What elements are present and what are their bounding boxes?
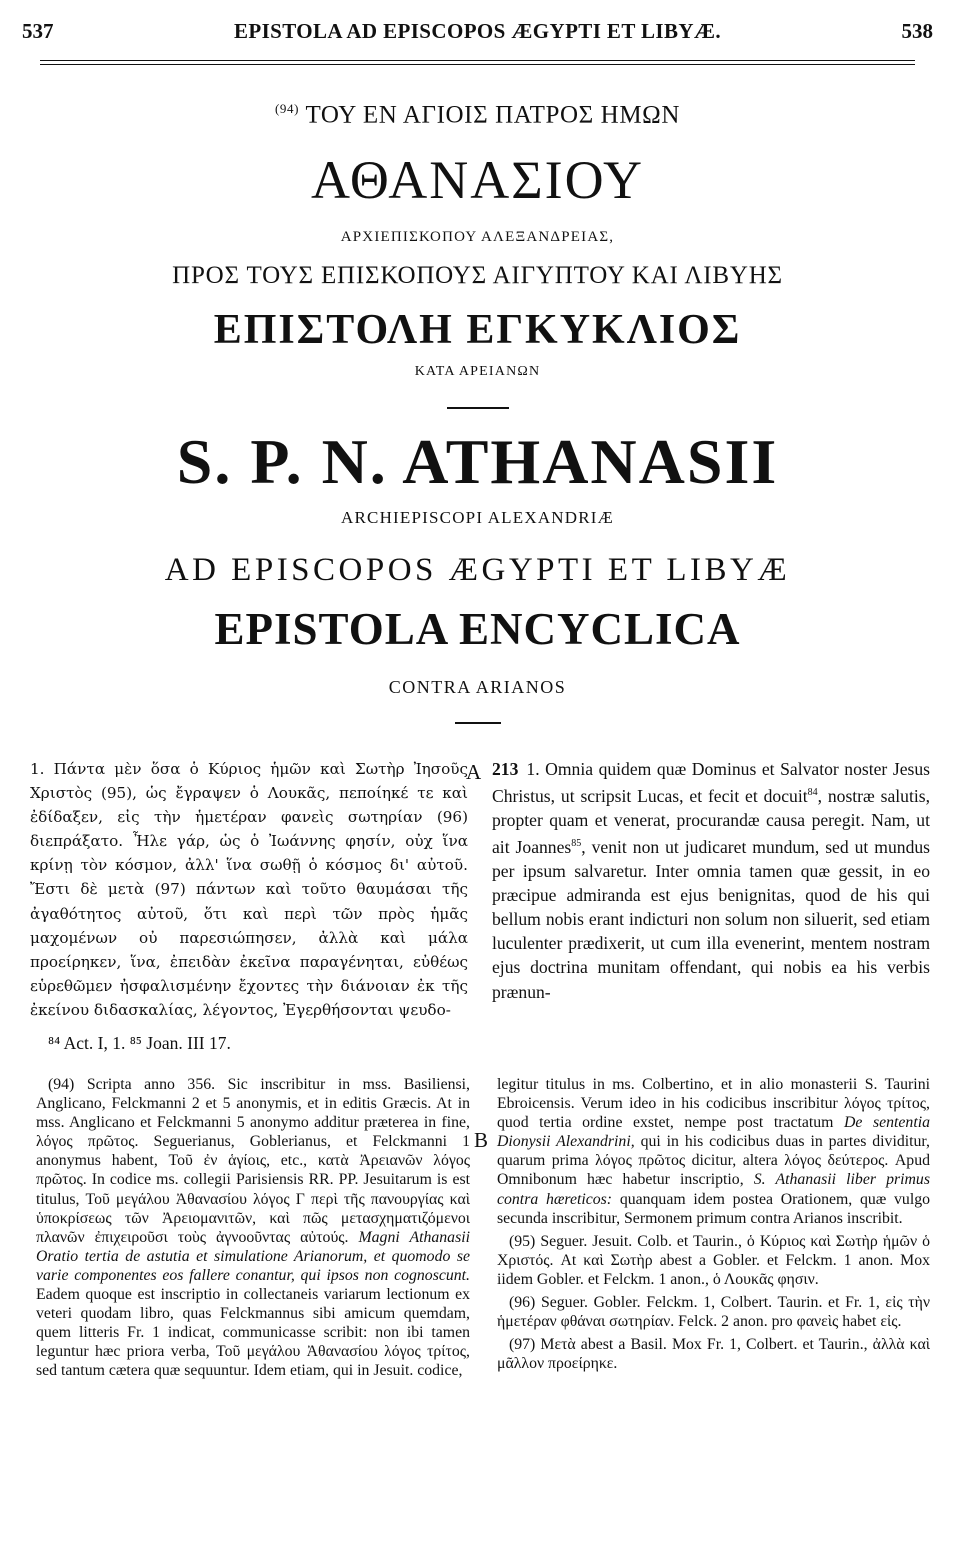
notes-left-column bbox=[36, 1075, 470, 1385]
greek-title-line1-text: ΤΟΥ ΕΝ ΑΓΙΟΙΣ ΠΑΤΡΟΣ ΗΜΩΝ bbox=[305, 101, 680, 129]
latin-text-part2: , nostræ salutis, propter quam et venerat, procurandæ causa peregit. Nam, ut ait Joannes bbox=[492, 785, 930, 857]
page-number-left: 537 bbox=[22, 18, 54, 43]
greek-addressees: ΠΡΟΣ ΤΟΥΣ ΕΠΙΣΚΟΠΟΥΣ ΑΙΓΥΠΤΟΥ ΚΑΙ ΛΙΒΥΗΣ bbox=[172, 262, 783, 290]
note-96: (96) Seguer. Gobler. Felckm. 1, Colbert. Taurin. et Fr. 1, εἰς τὴν ἡμετέραν φθάναι σωτηρίαν. Felck. 2 anon. pro φανεὶς habet εἰς. bbox=[497, 1294, 930, 1331]
title-divider-rule bbox=[447, 407, 509, 409]
greek-text-column bbox=[30, 757, 468, 1022]
title-block bbox=[0, 95, 955, 724]
greek-against: ΚΑΤΑ ΑΡΕΙΑΝΩΝ bbox=[414, 364, 541, 380]
note-95: (95) Seguer. Jesuit. Colb. et Taurin., ὁ Κύριος καὶ Σωτὴρ ἡμῶν ὁ Χριστός. At καὶ Σωτὴρ abest a Gobler. et Felckm. 1 anon. Mox iidem Gobler. et Felckm. 1 anon., ὁ Λουκᾶς φησιν. bbox=[497, 1232, 930, 1288]
margin-letter-a: A bbox=[466, 760, 482, 784]
note-94-text-c3: quanquam idem postea Orationem, quæ vulgo secunda inscribitur, Sermonem primum contra Arianos inscribit. bbox=[497, 1190, 931, 1227]
greek-paragraph: 1. Πάντα μὲν ὅσα ὁ Κύριος ἡμῶν καὶ Σωτὴρ Ἰησοῦς Χριστὸς (95), ὡς ἔγραψεν ὁ Λουκᾶς, πεποίηκέ τε καὶ ἐδίδαξεν, εἰς τὴν ἡμετέραν φανεὶς σωτηρίαν (96) διεπράξατο. Ἦλε γάρ, ὡς ὁ Ἰωάννης φησίν, οὐχ ἵνα κρίνῃ τὸν κόσμον, ἀλλ' ἵνα σωθῇ ὁ κόσμος δι' αὐτοῦ. Ἔστι δὲ μετὰ (97) πάντων καὶ τοῦτο θαυμάσαι τῆς ἀγαθότητος αὐτοῦ, ὅτι καὶ περὶ τῶν πρὸς ἡμᾶς μαχομένων οὐ παρεσιώπησεν, ἀλλὰ καὶ μάλα προείρηκεν, ἵνα, ἐπειδὰν ἐκεῖνα παραγένηται, εὐθέως εὑρεθῶμεν ἠσφαλισμένην ἔχοντες τὴν διάνοιαν ἐκ τῆς ἐκείνου διδασκαλίας, λέγοντος, Ἐγερθήσονται ψευδο- bbox=[30, 760, 468, 1019]
latin-text-part1: 1. Omnia quidem quæ Dominus et Salvator noster Jesus Christus, ut scripsit Lucas, et fecit et docuit bbox=[492, 759, 930, 806]
ref-84: 84 bbox=[807, 787, 818, 799]
note-94-text-a: (94) Scripta anno 356. Sic inscribitur in mss. Basiliensi, Anglicano, Felckmanni 2 et 5 anonymis, et in editis Græcis. At in mss. Anglicano et Felckmanni 5 anonymo additur præterea in fine, λόγος πρῶτος. Seguerianus, Goblerianus, et Felckmanni 1 anonymus habent, Τοῦ ἐν ἁγίοις, etc., κατὰ Ἀρειανῶν λόγος πρῶτος. In codice ms. collegii Parisiensis RR. PP. Jesuitarum is est titulus, Τοῦ μεγάλου Ἀθανασίου λόγος Γ περὶ τῆς πανουργίας καὶ ὑποκρίσεως τῶν Ἀρειομανιτῶν, καὶ πῶς μετασχηματιζόμενοι πλανῶν ἐπιχειροῦσι τοὺς ἀγνοοῦντας αὐτούς. bbox=[36, 1076, 470, 1246]
text-divider-rule bbox=[455, 722, 501, 724]
note-94-text-b: Eadem quoque est inscriptio in collectaneis variarum lectionum ex veteri quodam libro, quas Felckmannus sibi amicum quemdam, quem litteris Fr. 1 indicat, communicasse scribit: non ibi tamen leguntur hæc priora verba, Τοῦ μεγάλου Ἀθανασίου λόγος τρίτος, sed tantum cætera quæ sequuntur. Idem etiam, qui in Jesuit. codice, bbox=[36, 1286, 470, 1380]
scripture-references: ⁸⁴ Act. I, 1. ⁸⁵ Joan. III 17. bbox=[48, 1033, 231, 1053]
page-number-right: 538 bbox=[901, 18, 933, 43]
latin-text-column bbox=[492, 757, 930, 1004]
latin-work-title: EPISTOLA ENCYCLICA bbox=[214, 603, 741, 654]
latin-author-rank: ARCHIEPISCOPI ALEXANDRIÆ bbox=[341, 507, 614, 527]
latin-paragraph bbox=[492, 757, 930, 1004]
running-title: EPISTOLA AD EPISCOPOS ÆGYPTI ET LIBYÆ. bbox=[233, 18, 722, 43]
latin-author-name: S. P. N. ATHANASII bbox=[176, 426, 779, 498]
note-94-text-c: legitur titulus in ms. Colbertino, et in alio monasterii S. Taurini Ebroicensis. Verum ideo in his codicibus inscribitur λόγος τρίτος, quod tertia ordine exstet, nempe post tractatum bbox=[497, 1076, 930, 1132]
note-94-italic-dionysius: De sententia Dionysii Alexandrini, bbox=[497, 1114, 930, 1151]
latin-addressees: AD EPISCOPOS ÆGYPTI ET LIBYÆ bbox=[164, 551, 791, 588]
note-97: (97) Μετὰ abest a Basil. Mox Fr. 1, Colbert. et Taurin., ἀλλὰ καὶ μᾶλλον προείρηκε. bbox=[497, 1336, 930, 1373]
greek-author-rank: ΑΡΧΙΕΠΙΣΚΟΠΟΥ ΑΛΕΞΑΝΔΡΕΙΑΣ, bbox=[340, 229, 615, 246]
greek-title-line1 bbox=[0, 101, 955, 129]
running-header bbox=[22, 14, 933, 48]
greek-work-title: ΕΠΙΣΤΟΛΗ ΕΓΚΥΚΛΙΟΣ bbox=[213, 307, 742, 354]
greek-author-name: ΑΘΑΝΑΣΙΟΥ bbox=[311, 150, 644, 211]
note-94 bbox=[36, 1075, 470, 1381]
column-number: 213 bbox=[492, 759, 519, 779]
latin-text-part3: , venit non ut judicaret mundum, sed ut mundus per ipsum salvaretur. Inter omnia tamen quæ gessit, in eo præcipue admiranda est ejus benignitas, quod de his qui bellum nobis erant indicturi non solum non siluerit, sed etiam luculenter prædixerit, ut cum illa evenerint, mentem nostram ejus doctrina munitam offendant, qui nobis ea his verbis prænun- bbox=[492, 837, 931, 1002]
ref-85: 85 bbox=[571, 838, 582, 850]
notes-right-column bbox=[497, 1075, 930, 1377]
note-94-continued bbox=[497, 1075, 930, 1228]
note-94-italic-liber: S. Athanasii liber primus contra hæreticos: bbox=[497, 1171, 930, 1208]
margin-letter-b: B bbox=[474, 1128, 489, 1152]
note-94-italic-title: Magni Athanasii Oratio tertia de astutia et simulatione Arianorum, et quomodo se varie componentes eos fallere conantur, qui ipsos non cognoscunt. bbox=[36, 1228, 471, 1284]
note-94-text-c2: qui in his codicibus duas in partes dividitur, quarum prima λόγος πρῶτος dicitur, altera λόγος δεύτερος. Apud Omnibonum hæc habetur inscriptio, bbox=[497, 1133, 930, 1189]
header-double-rule bbox=[40, 60, 915, 65]
latin-against: CONTRA ARIANOS bbox=[388, 676, 567, 697]
note-mark-94: (94) bbox=[275, 101, 300, 116]
